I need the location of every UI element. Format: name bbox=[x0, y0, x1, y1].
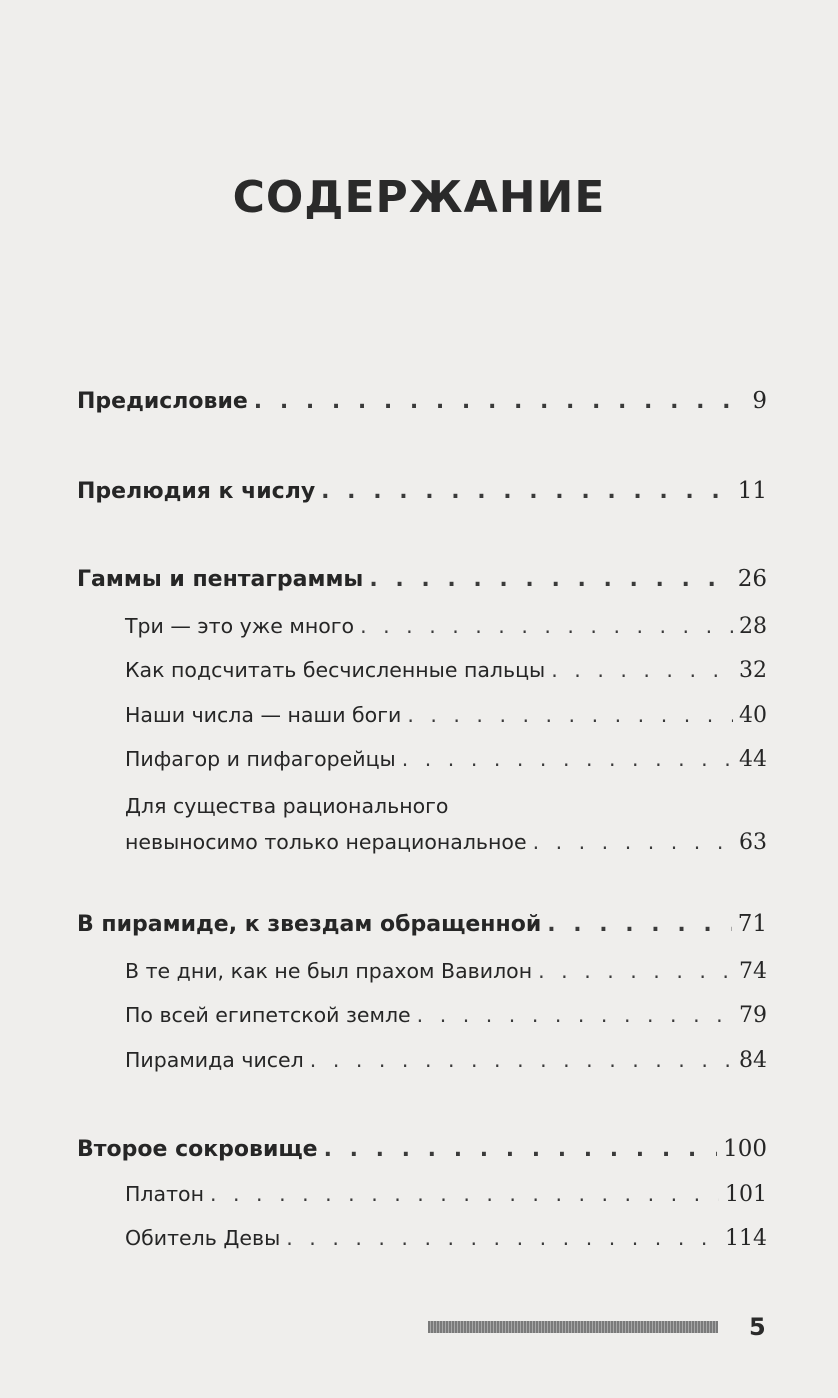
dot-leader bbox=[360, 614, 733, 638]
toc-section bbox=[125, 658, 767, 683]
dot-leader bbox=[551, 658, 733, 682]
toc-page-number: 71 bbox=[737, 911, 767, 937]
toc-label: невыносимо только нерациональное bbox=[125, 830, 527, 854]
toc-section bbox=[125, 1048, 767, 1073]
dot-leader bbox=[324, 1137, 717, 1162]
toc-section bbox=[125, 747, 767, 772]
toc-page-number: 63 bbox=[739, 830, 767, 855]
toc-label: Второе сокровище bbox=[77, 1137, 318, 1162]
toc-label: Обитель Девы bbox=[125, 1226, 281, 1250]
toc-page-number: 28 bbox=[739, 614, 767, 639]
toc-label: Три — это уже много bbox=[125, 614, 355, 638]
toc-section bbox=[125, 703, 767, 728]
toc-label: В те дни, как не был прахом Вавилон bbox=[125, 959, 533, 983]
toc-label: Наши числа — наши боги bbox=[125, 703, 402, 727]
dot-leader bbox=[210, 1182, 719, 1206]
toc-label-line1: Для существа рационального bbox=[125, 794, 449, 818]
dot-leader bbox=[286, 1226, 719, 1250]
dot-leader bbox=[254, 389, 747, 414]
dot-leader bbox=[533, 824, 733, 860]
footer-decorative-bar bbox=[428, 1321, 718, 1333]
toc-chapter bbox=[77, 388, 767, 414]
dot-leader bbox=[538, 959, 733, 983]
toc-section bbox=[125, 614, 767, 639]
toc-section-multiline bbox=[125, 788, 767, 861]
dot-leader bbox=[310, 1048, 733, 1072]
dot-leader bbox=[417, 1003, 733, 1027]
dot-leader bbox=[321, 479, 732, 504]
dot-leader bbox=[407, 703, 733, 727]
toc-section bbox=[125, 959, 767, 984]
toc-page-number: 26 bbox=[737, 566, 767, 592]
toc-page-number: 11 bbox=[737, 478, 767, 504]
toc-page-number: 101 bbox=[725, 1182, 767, 1207]
toc-section bbox=[125, 1003, 767, 1028]
toc-section bbox=[125, 1182, 767, 1207]
toc-page-number: 114 bbox=[725, 1226, 767, 1251]
toc-label: В пирамиде, к звездам обращенной bbox=[77, 912, 542, 937]
toc-label: Как подсчитать бесчисленные пальцы bbox=[125, 658, 546, 682]
toc-page-number: 79 bbox=[739, 1003, 767, 1028]
toc-chapter bbox=[77, 478, 767, 504]
toc-page-number: 84 bbox=[739, 1048, 767, 1073]
toc-chapter bbox=[77, 1136, 767, 1162]
toc-page-number: 40 bbox=[739, 703, 767, 728]
dot-leader bbox=[369, 567, 731, 592]
toc-label: Предисловие bbox=[77, 389, 248, 414]
toc-page-number: 9 bbox=[752, 388, 767, 414]
toc-page-number: 44 bbox=[739, 747, 767, 772]
page-number: 5 bbox=[749, 1313, 766, 1341]
toc-chapter bbox=[77, 911, 767, 937]
toc-label: Пирамида чисел bbox=[125, 1048, 304, 1072]
toc-page-number: 100 bbox=[723, 1136, 767, 1162]
toc-label: По всей египетской земле bbox=[125, 1003, 411, 1027]
toc-page-number: 32 bbox=[739, 658, 767, 683]
toc-chapter bbox=[77, 566, 767, 592]
toc-section bbox=[125, 1226, 767, 1251]
dot-leader bbox=[547, 912, 731, 937]
toc-page-number: 74 bbox=[739, 959, 767, 984]
toc-label: Пифагор и пифагорейцы bbox=[125, 747, 396, 771]
dot-leader bbox=[402, 747, 733, 771]
page-title: СОДЕРЖАНИЕ bbox=[232, 172, 606, 223]
toc-label: Гаммы и пентаграммы bbox=[77, 567, 364, 592]
toc-label: Платон bbox=[125, 1182, 204, 1206]
toc-label: Прелюдия к числу bbox=[77, 479, 316, 504]
